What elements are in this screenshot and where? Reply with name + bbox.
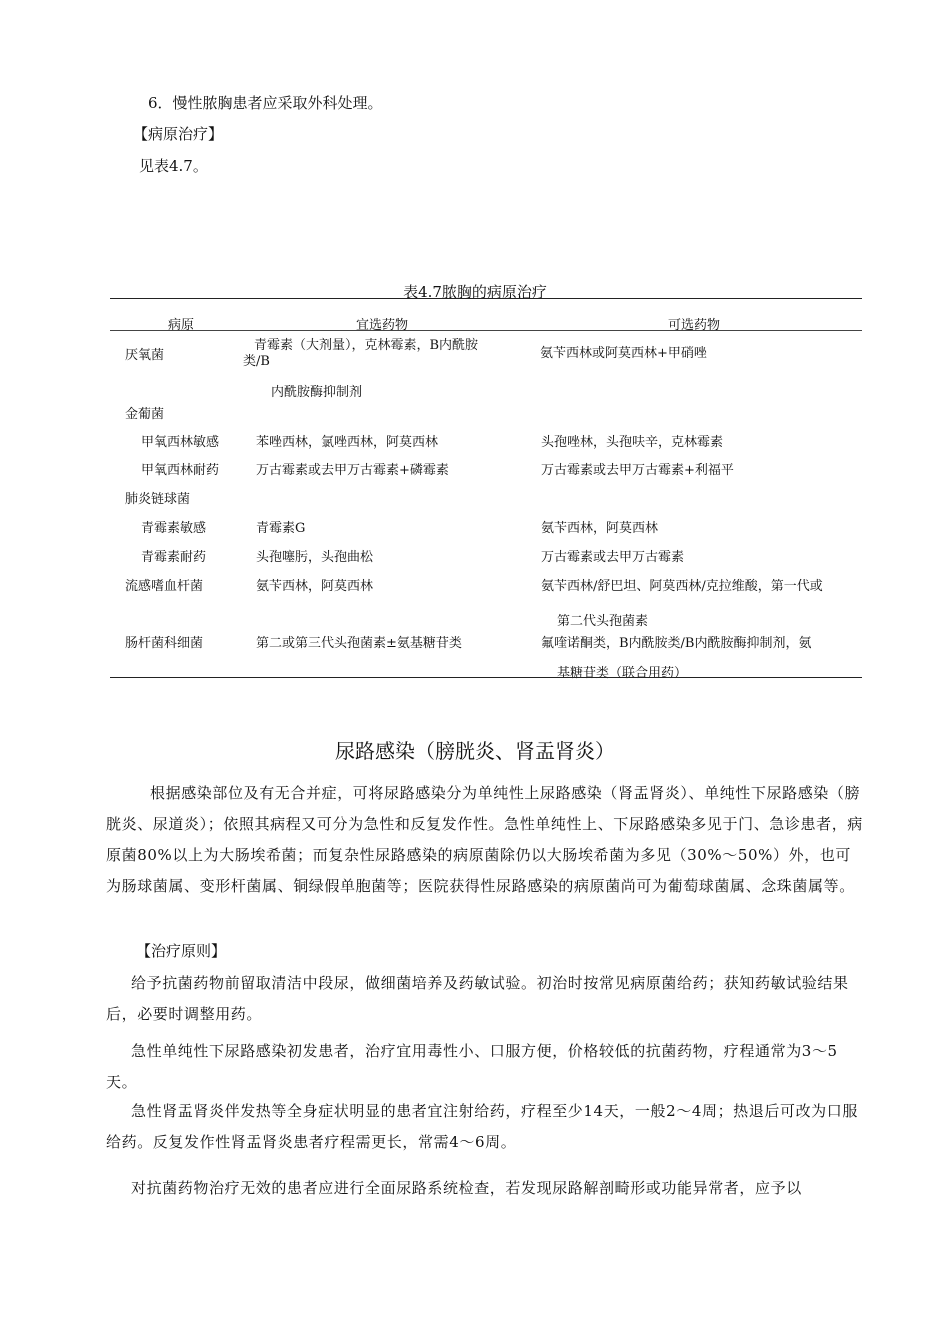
pathogen-therapy-heading: 【病原治疗】 [133, 125, 224, 143]
table-cell-alternative: 氟喹诺酮类，B内酰胺类/B内酰胺酶抑制剂，氨 [541, 636, 812, 651]
section-title: 尿路感染（膀胱炎、肾盂肾炎） [335, 739, 615, 763]
table-row-pathogen: 流感嗜血杆菌 [125, 579, 204, 594]
col-header-pathogen: 病原 [168, 318, 195, 333]
table-cell-alternative: 氨苄西林/舒巴坦、阿莫西林/克拉维酸，第一代或 [541, 579, 823, 594]
paragraph-culture: 给予抗菌药物前留取清洁中段尿，做细菌培养及药敏试验。初治时按常见病原菌给药；获知药敏试验结果后，必要时调整用药。 [106, 974, 849, 1023]
table-row-pathogen: 青霉素敏感 [141, 521, 207, 536]
table-cell-preferred: 青霉素（大剂量），克林霉素，B内酰胺 [254, 338, 479, 353]
table-cell-preferred: 氨苄西林，阿莫西林 [256, 579, 374, 594]
table-row-pathogen: 金葡菌 [125, 407, 165, 422]
table-row-pathogen: 青霉素耐药 [141, 550, 207, 565]
table-cell-preferred: 内酰胺酶抑制剂 [271, 385, 363, 400]
treatment-principle-heading: 【治疗原则】 [136, 942, 227, 960]
table-cell-alternative: 氨苄西林或阿莫西林+甲硝唑 [540, 346, 707, 361]
table-cell-preferred: 青霉素G [256, 521, 306, 536]
table-row-pathogen: 厌氧菌 [125, 348, 165, 363]
table-cell-alternative: 基糖苷类（联合用药） [557, 666, 688, 681]
list-item-6: 6．慢性脓胸患者应采取外科处理。 [148, 94, 383, 112]
table-cell-preferred: 类/B [243, 354, 270, 369]
paragraph-classification: 根据感染部位及有无合并症，可将尿路感染分为单纯性上尿路感染（肾盂肾炎）、单纯性下尿路感染（膀胱炎、尿道炎）；依照其病程又可分为急性和反复发作性。急性单纯性上、下尿路感染多见于门、急诊患者，病原菌80%以上为大肠埃希菌；而复杂性尿路感染的病原菌除仍以大肠埃希菌为多见（30%～50%）外，也可为肠球菌属、变形杆菌属、铜绿假单胞菌等；医院获得性尿路感染的病原菌尚可为葡萄球菌属、念珠菌属等。 [106, 784, 863, 895]
paragraph-ineffective: 对抗菌药物治疗无效的患者应进行全面尿路系统检查，若发现尿路解剖畸形或功能异常者，应予以 [131, 1179, 802, 1197]
table-row-pathogen: 肺炎链球菌 [125, 492, 191, 507]
table-top-rule [110, 298, 862, 299]
paragraph-pyelonephritis: 急性肾盂肾炎伴发热等全身症状明显的患者宜注射给药，疗程至少14天，一般2～4周；热退后可改为口服给药。反复发作性肾盂肾炎患者疗程需更长，常需4～6周。 [106, 1102, 858, 1151]
table-cell-alternative: 氨苄西林，阿莫西林 [541, 521, 659, 536]
table-header-rule [110, 330, 862, 331]
table-cell-preferred: 万古霉素或去甲万古霉素+磷霉素 [256, 463, 449, 478]
table-cell-preferred: 头孢噻肟，头孢曲松 [256, 550, 374, 565]
see-table-text: 见表4.7。 [139, 157, 208, 175]
paragraph-lower-uti: 急性单纯性下尿路感染初发患者，治疗宜用毒性小、口服方便，价格较低的抗菌药物，疗程通常为3～5天。 [106, 1042, 838, 1091]
table-row-pathogen: 甲氧西林耐药 [141, 463, 220, 478]
col-header-preferred: 宜选药物 [356, 318, 409, 333]
table-cell-alternative: 万古霉素或去甲万古霉素+利福平 [541, 463, 734, 478]
table-row-pathogen: 肠杆菌科细菌 [125, 636, 204, 651]
table-cell-alternative: 第二代头孢菌素 [557, 614, 649, 629]
table-title: 表4.7脓胸的病原治疗 [403, 283, 547, 301]
table-cell-alternative: 万古霉素或去甲万古霉素 [541, 550, 685, 565]
col-header-alternative: 可选药物 [668, 318, 721, 333]
table-cell-preferred: 苯唑西林，氯唑西林，阿莫西林 [256, 435, 439, 450]
table-bottom-rule [110, 677, 862, 678]
table-cell-alternative: 头孢唑林，头孢呋辛，克林霉素 [541, 435, 724, 450]
table-row-pathogen: 甲氧西林敏感 [141, 435, 220, 450]
table-cell-preferred: 第二或第三代头孢菌素±氨基糖苷类 [256, 636, 462, 651]
